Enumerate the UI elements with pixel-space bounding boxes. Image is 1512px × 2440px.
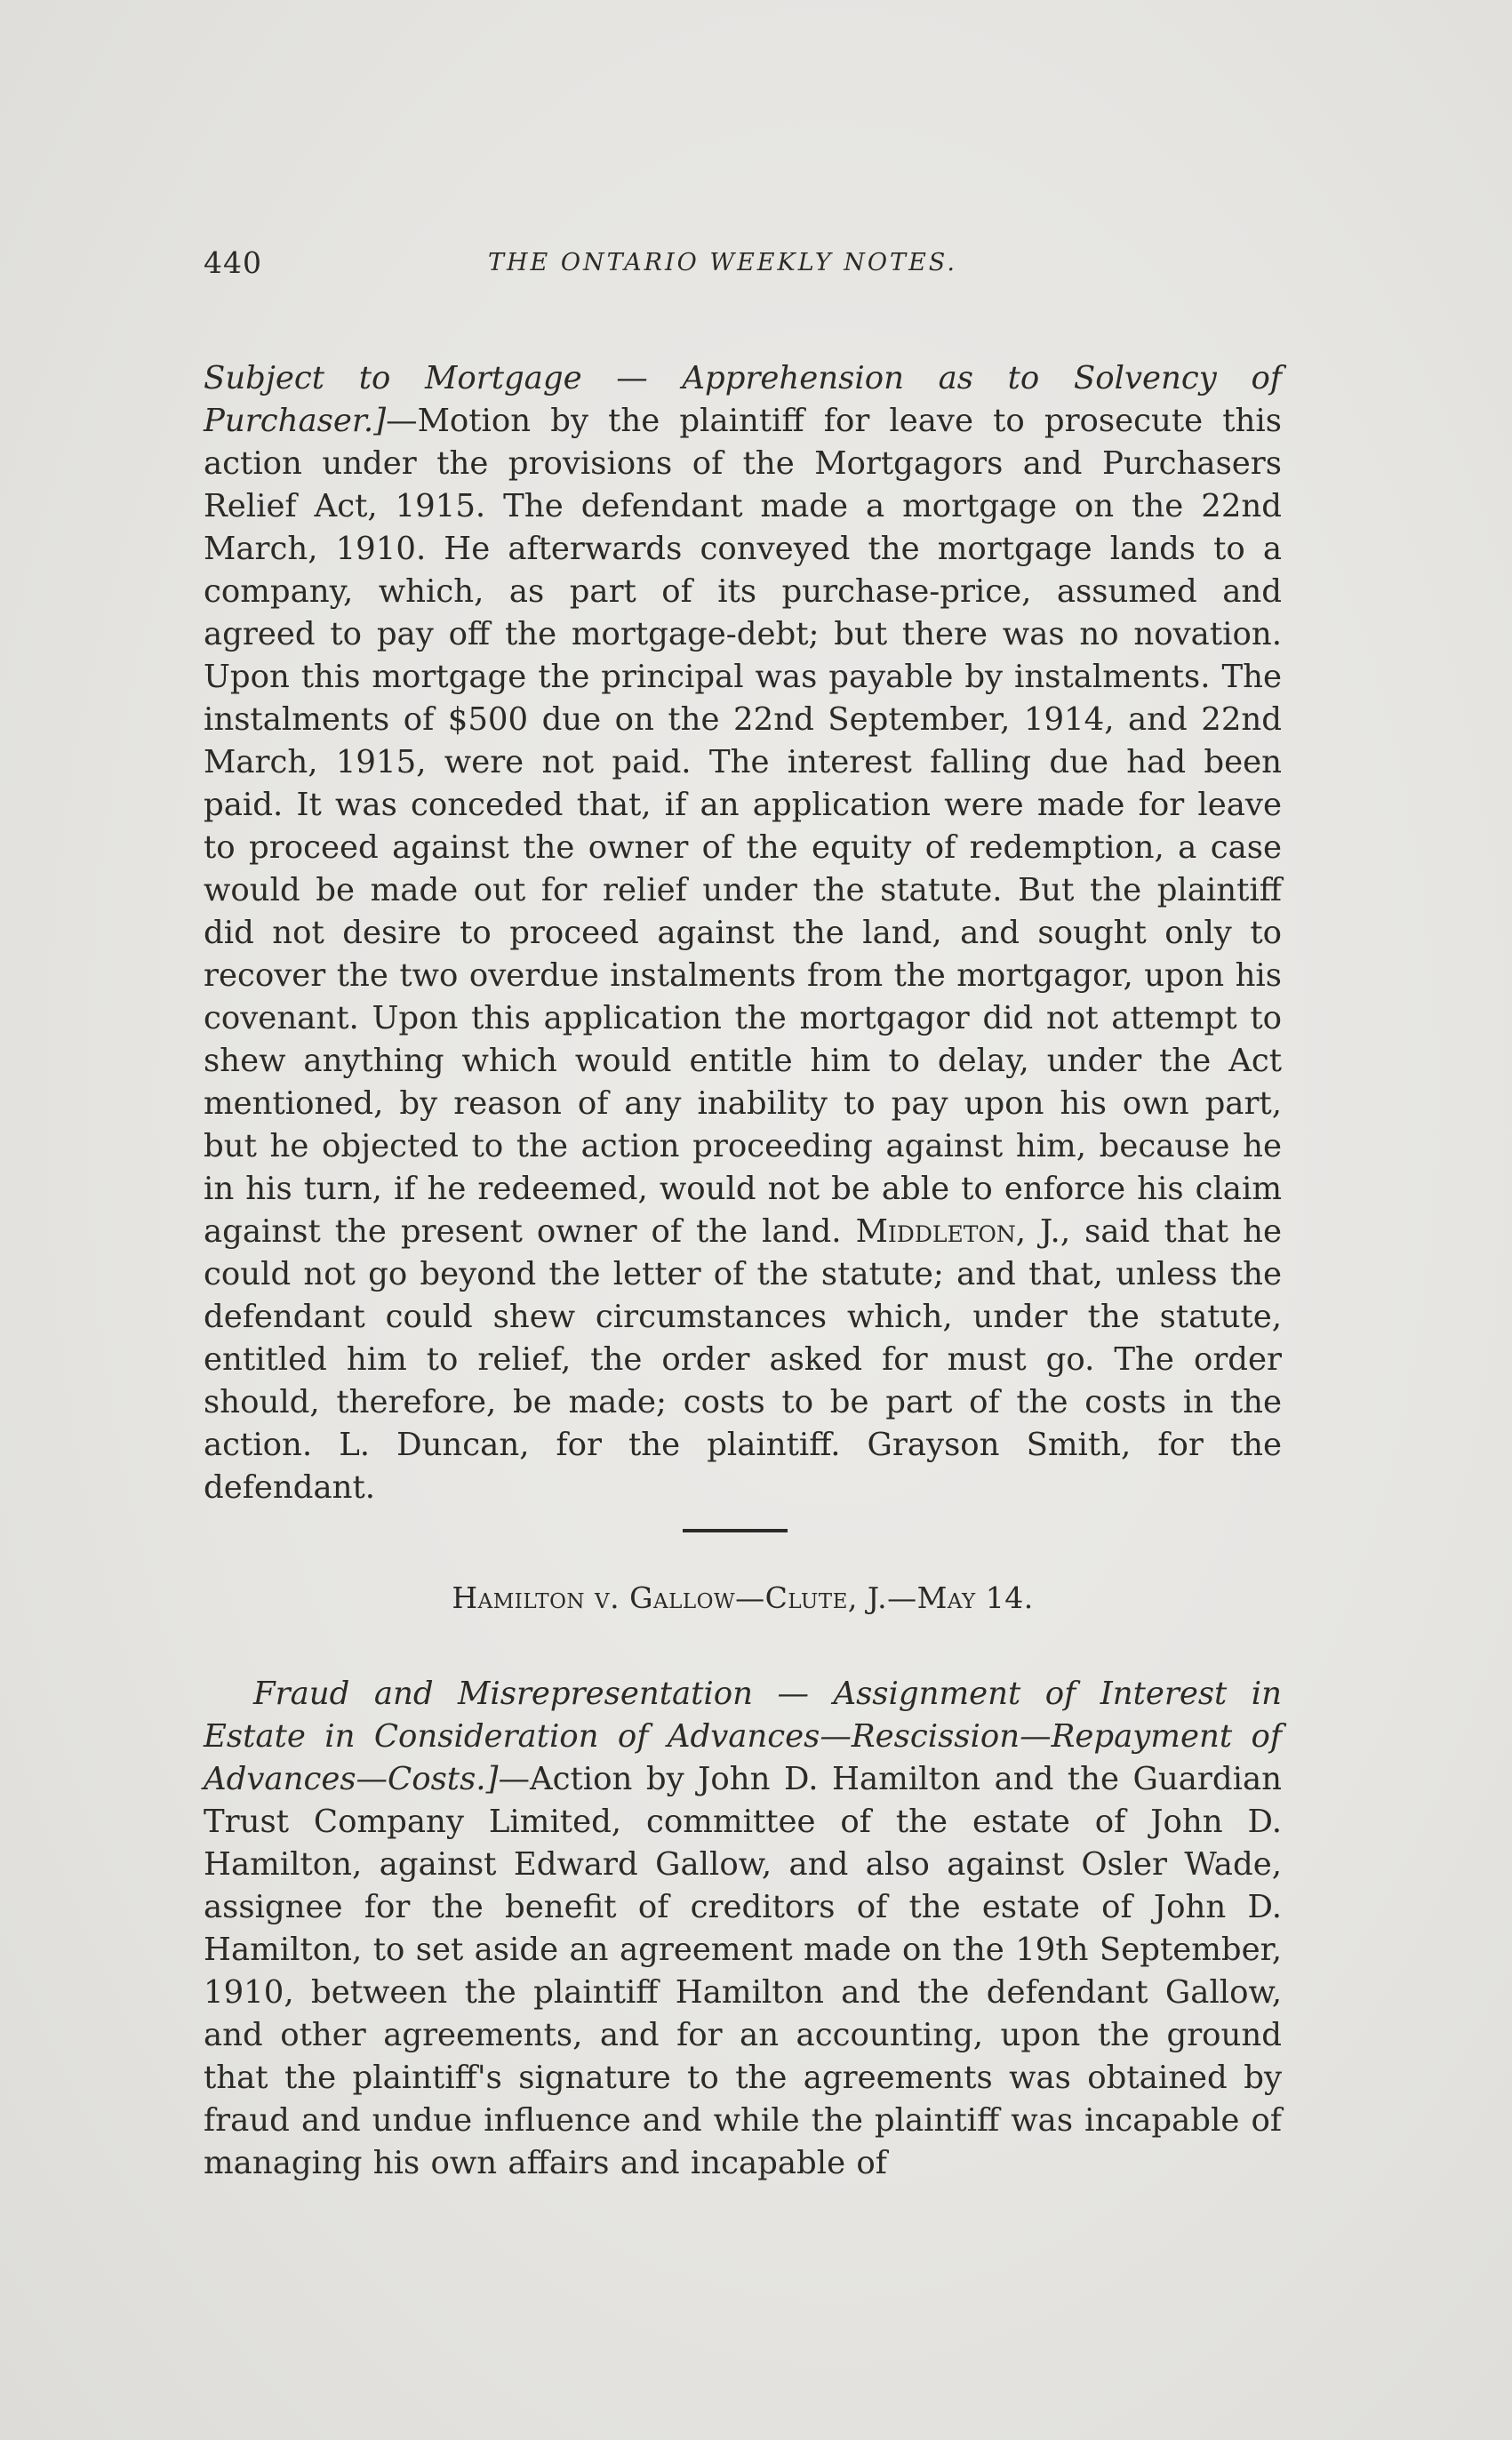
case-1-body-part-1: —Motion by the plaintiff for leave to prosecute this action under the provisions of the Mortgagors and Purchasers Relief Act, 1915. The defendant made a mortgage on the 22nd March, 1910. He afterwards conveyed the mortgage lands to a company, which, as part of its purchase-price, assumed and agreed to pay off the mortgage-debt; but there was no novation. Upon this mortgage the principal was payable by instalments. The instalments of $500 due on the 22nd September, 1914, and 22nd March, 1915, were not paid. The interest falling due had been paid. It was conceded that, if an application were made for leave to proceed against the owner of the equity of redemption, a case would be made out for relief under the statute. But the plaintiff did not desire to proceed against the land, and sought only to recover the two overdue instalments from the mortgagor, upon his covenant. Upon this application the mortgagor did not attempt to shew anything which would entitle him to delay, under the Act mentioned, by reason of any inability to pay upon his own part, but he objected to the action proceeding against him, because he in his turn, if he redeemed, would not be able to enforce his claim against the present owner of the land. <box>204 402 1282 1250</box>
case-2-title: Hamilton v. Gallow—Clute, J.—May 14. <box>452 1580 1034 1615</box>
page-header <box>204 245 1288 281</box>
running-title: THE ONTARIO WEEKLY NOTES. <box>488 249 957 276</box>
case-2-paragraph <box>204 1673 1282 2185</box>
case-1-paragraph <box>204 357 1282 1509</box>
case-1-headnote: Subject to Mortgage — Apprehension as to Solvency of Purchaser.] <box>204 359 1282 439</box>
case-2-body: —Action by John D. Hamilton and the Guardian Trust Company Limited, committee of the estate of John D. Hamilton, against Edward Gallow, and also against Osler Wade, assignee for the benefit of creditors of the estate of John D. Hamilton, to set aside an agreement made on the 19th September, 1910, between the plaintiff Hamilton and the defendant Gallow, and other agreements, and for an accounting, upon the ground that the plaintiff's signature to the agreements was obtained by fraud and undue influence and while the plaintiff was incapable of managing his own affairs and incapable of <box>204 1760 1282 2181</box>
judge-name: Middleton <box>855 1212 1016 1250</box>
section-divider <box>683 1529 788 1532</box>
case-1-body-part-2: , J., said that he could not go beyond the letter of the statute; and that, unless the defendant could shew circumstances which, under the statute, entitled him to relief, the order asked for must go. The order should, therefore, be made; costs to be part of the costs in the action. L. Duncan, for the plaintiff. Grayson Smith, for the defendant. <box>204 1212 1282 1506</box>
page-number: 440 <box>204 245 262 280</box>
case-2-headnote: Fraud and Misrepresentation — Assignment of Interest in Estate in Consideration of Advances—Rescission—Repayment of Advances—Costs.] <box>204 1675 1282 1797</box>
